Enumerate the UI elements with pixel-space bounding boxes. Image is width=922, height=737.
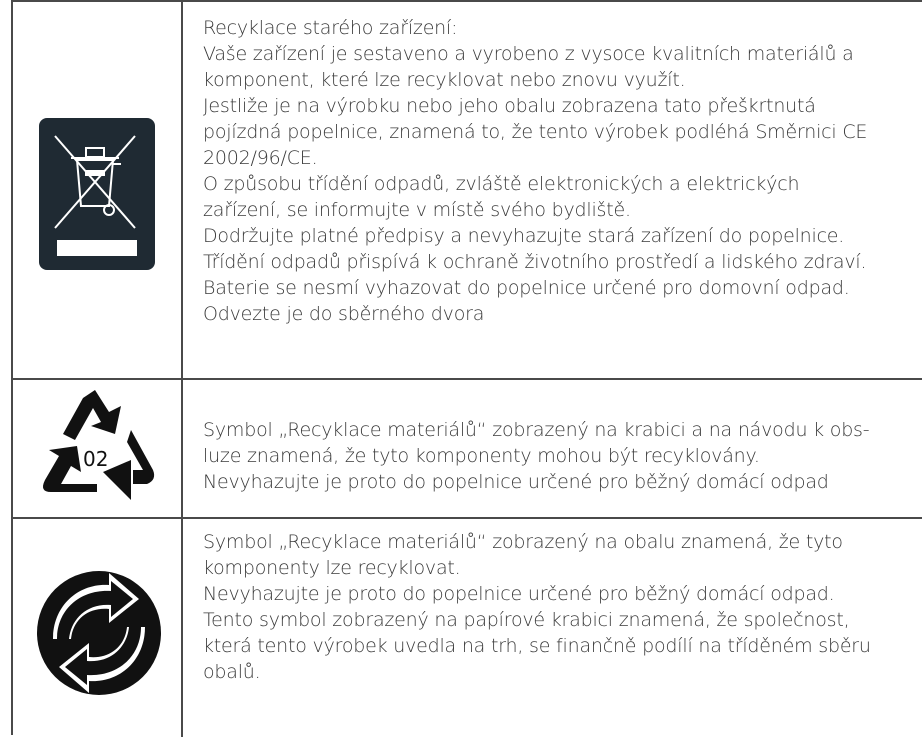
text-line: Baterie se nesmí vyhazovat do popelnice určené pro domovní odpad.	[203, 277, 850, 299]
text-line: Tento symbol zobrazený na papírové krabici znamená, že společnost,	[203, 609, 850, 631]
table-row-weee	[13, 2, 922, 380]
text-line: zařízení, se informujte v místě svého bydliště.	[203, 199, 631, 221]
text-cell	[183, 2, 922, 378]
text-line: Dodržujte platné předpisy a nevyhazujte stará zařízení do popelnice.	[203, 225, 845, 247]
text-line: Recyklace starého zařízení:	[203, 17, 458, 39]
crossed-out-wheelie-bin-icon	[39, 118, 155, 270]
text-line: Nevyhazujte je proto do popelnice určené pro běžný domácí odpad	[203, 471, 829, 493]
icon-cell	[13, 2, 183, 378]
text-line: pojízdná popelnice, znamená to, že tento výrobek podléhá Směrnici CE	[203, 121, 868, 143]
recycling-triangle-icon	[31, 388, 165, 510]
text-line: komponent, které lze recyklovat nebo znovu využít.	[203, 69, 686, 91]
text-cell	[183, 380, 922, 517]
text-line: luze znamená, že tyto komponenty mohou být recyklovány.	[203, 445, 760, 467]
text-line: Symbol „Recyklace materiálů“ zobrazený na krabici a na návodu k obs-	[203, 419, 870, 441]
text-line: komponenty lze recyklovat.	[203, 557, 461, 579]
text-cell	[183, 519, 922, 737]
recycling-info-table	[11, 0, 922, 735]
text-line: Odvezte je do sběrného dvora	[203, 303, 485, 325]
icon-cell	[13, 519, 183, 737]
table-row-recycling-materials	[13, 380, 922, 519]
recycling-code-label: 02	[83, 447, 109, 471]
text-line: která tento výrobek uvedla na trh, se finančně podílí na tříděném sběru	[203, 635, 871, 657]
text-line: obalů.	[203, 661, 261, 683]
text-line: O způsobu třídění odpadů, zvláště elektronických a elektrických	[203, 173, 800, 195]
text-line: Vaše zařízení je sestaveno a vyrobeno z vysoce kvalitních materiálů a	[203, 43, 854, 65]
text-line: Symbol „Recyklace materiálů“ zobrazený na obalu znamená, že tyto	[203, 531, 843, 553]
text-line: 2002/96/CE.	[203, 147, 318, 169]
table-row-green-dot	[13, 519, 922, 737]
text-line: Nevyhazujte je proto do popelnice určené pro běžný domácí odpad.	[203, 583, 835, 605]
text-line: Třídění odpadů přispívá k ochraně životního prostředí a lidského zdraví.	[203, 251, 867, 273]
icon-cell	[13, 380, 183, 517]
green-dot-icon	[35, 569, 163, 697]
text-line: Jestliže je na výrobku nebo jeho obalu zobrazena tato přeškrtnutá	[203, 95, 816, 117]
